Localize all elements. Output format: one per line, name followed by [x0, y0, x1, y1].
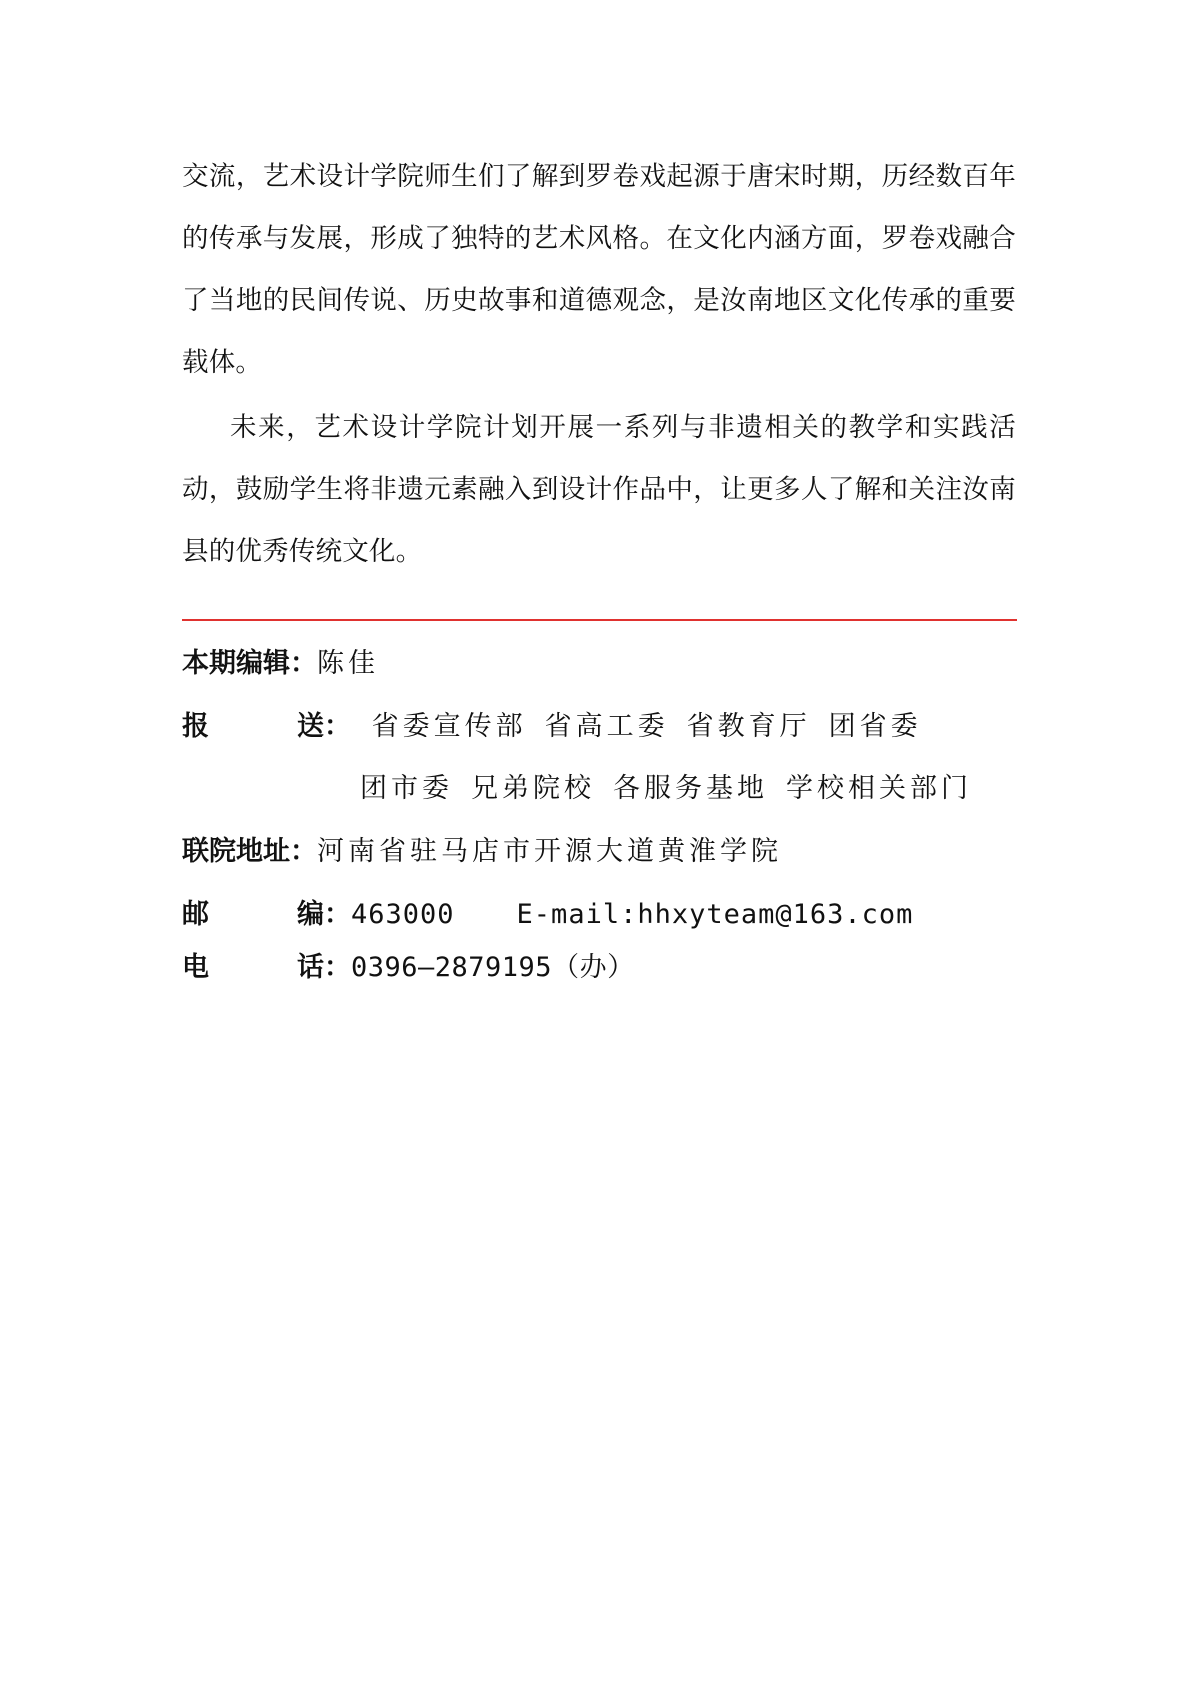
post-label-b: 编： — [297, 899, 351, 930]
recipient-item: 兄弟院校 — [471, 773, 595, 804]
phone-row — [182, 946, 635, 990]
recipient-item: 学校相关部门 — [786, 773, 972, 804]
address-label: 联院地址： — [182, 836, 317, 867]
recipient-item: 各服务基地 — [613, 773, 768, 804]
postcode-row — [182, 893, 913, 937]
editor-row — [182, 642, 379, 686]
recipients-row-2 — [360, 767, 990, 811]
postcode-value: 463000 — [351, 899, 455, 930]
post-label-a: 邮 — [182, 899, 209, 930]
recipient-item: 团市委 — [360, 773, 453, 804]
phone-value: 0396—2879195（办） — [351, 952, 635, 983]
send-label-a: 报 — [182, 711, 209, 742]
send-label-b: 送： — [297, 711, 351, 742]
recipient-item: 团省委 — [828, 711, 922, 742]
address-row — [182, 830, 782, 874]
recipient-item: 省教育厅 — [686, 711, 811, 742]
red-divider-line — [182, 619, 1017, 621]
tel-label-a: 电 — [182, 952, 209, 983]
address-value: 河南省驻马店市开源大道黄淮学院 — [317, 836, 782, 867]
recipients-row — [182, 705, 940, 749]
recipient-item: 省委宣传部 — [371, 711, 527, 742]
editor-label: 本期编辑： — [182, 648, 317, 679]
editor-value: 陈佳 — [317, 648, 379, 679]
body-paragraph-2: 未来，艺术设计学院计划开展一系列与非遗相关的教学和实践活动，鼓励学生将非遗元素融入到设计作品中，让更多人了解和关注汝南县的优秀传统文化。 — [182, 412, 1016, 567]
tel-label-b: 话： — [297, 952, 351, 983]
body-paragraph-1: 交流，艺术设计学院师生们了解到罗卷戏起源于唐宋时期，历经数百年的传承与发展，形成了独特的艺术风格。在文化内涵方面，罗卷戏融合了当地的民间传说、历史故事和道德观念，是汝南地区文化传承的重要载体。 — [182, 161, 1016, 378]
recipient-item: 省高工委 — [544, 711, 669, 742]
email-value: E-mail:hhxyteam@163.com — [516, 899, 914, 930]
